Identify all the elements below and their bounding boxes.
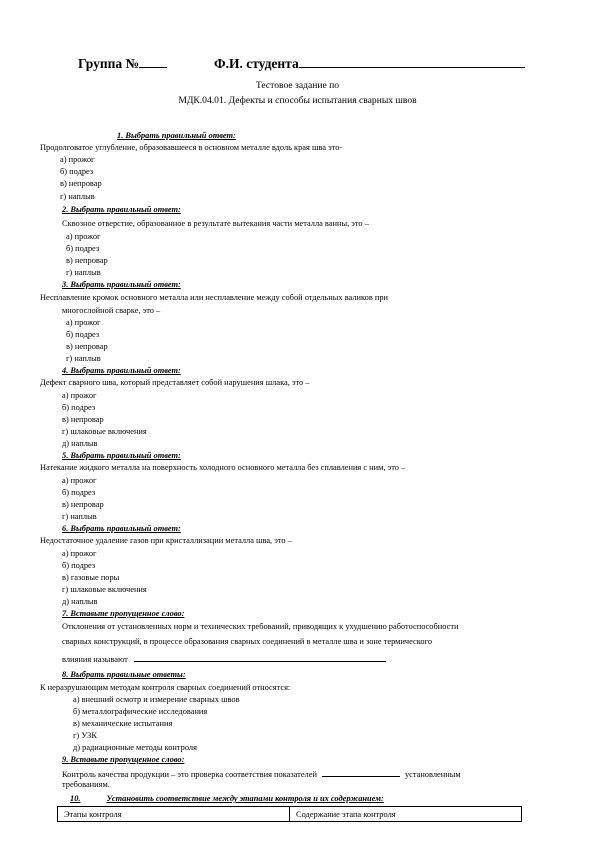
content-col-header: Содержание этапа контроля: [290, 807, 522, 822]
q7-line3: [62, 652, 386, 665]
table-row: [58, 807, 522, 822]
student-blank: [299, 56, 525, 68]
q3-text-line2: многослойной сварке, это –: [62, 306, 161, 315]
q6-option-e: д) наплыв: [62, 597, 98, 606]
q4-option-b: б) подрез: [62, 403, 96, 412]
q6-option-a: а) прожог: [62, 549, 97, 558]
q5-option-c: в) непровар: [62, 500, 104, 509]
q4-option-c: в) непровар: [62, 415, 104, 424]
group-blank: [139, 56, 167, 68]
q1-heading: 1. Выбрать правильный ответ:: [117, 131, 236, 140]
q8-text: К неразрушающим методам контроля сварных соединений относятся:: [40, 683, 291, 692]
q4-option-d: г) шлаковые включения: [62, 427, 147, 436]
q7-heading: 7. Вставьте пропущенное слово:: [62, 609, 185, 618]
q7-answer-blank: [134, 652, 386, 662]
q7-line3-text: влияния называют: [62, 655, 128, 664]
stages-col-header: Этапы контроля: [58, 807, 290, 822]
q4-option-a: а) прожог: [62, 391, 97, 400]
q2-heading: 2. Выбрать правильный ответ:: [62, 205, 181, 214]
q1-option-c: в) непровар: [60, 179, 102, 188]
q6-option-d: г) шлаковые включения: [62, 585, 147, 594]
q8-option-e: д) радиационные методы контроля: [73, 743, 197, 752]
q2-option-a: а) прожог: [66, 232, 101, 241]
q8-option-c: в) механические испытания: [73, 719, 173, 728]
student-label: [214, 56, 525, 72]
q1-option-d: г) наплыв: [60, 192, 95, 201]
q3-option-a: а) прожог: [66, 318, 101, 327]
q3-text-line1: Несплавление кромок основного металла или несплавление между собой отдельных валиков при: [40, 293, 389, 302]
title-line-1: Тестовое задание по: [255, 80, 340, 91]
q1-option-b: б) подрез: [60, 167, 94, 176]
q2-text: Сквозное отверстие, образованное в результате вытекания части металла ванны, это –: [62, 219, 369, 228]
q5-option-d: г) наплыв: [62, 512, 97, 521]
q10-heading: [70, 794, 384, 804]
q5-option-b: б) подрез: [62, 488, 96, 497]
q9-heading: 9. Вставьте пропущенное слово:: [62, 755, 185, 764]
q9-answer-blank: [322, 767, 400, 777]
q3-option-c: в) непровар: [66, 342, 108, 351]
q4-option-e: д) наплыв: [62, 439, 98, 448]
q8-heading: 8. Выбрать правильные ответы:: [62, 670, 186, 679]
stages-table: [57, 806, 522, 822]
q6-option-b: б) подрез: [62, 561, 96, 570]
q3-option-d: г) наплыв: [66, 354, 101, 363]
q2-option-b: б) подрез: [66, 244, 100, 253]
q10-heading-number: 10.: [70, 794, 81, 803]
q9-line1-text-a: Контроль качества продукции – это проверка соответствия показателей: [62, 770, 317, 779]
q2-option-d: г) наплыв: [66, 268, 101, 277]
q1-option-a: а) прожог: [60, 155, 95, 164]
q7-line2: сварных конструкций, в процессе образования сварных соединений в металле шва и зоне термического: [62, 637, 433, 646]
q6-option-c: в) газовые поры: [62, 573, 120, 582]
q7-line1: Отклонения от установленных норм и технических требований, приводящих к ухудшению работоспособности: [62, 622, 459, 631]
q9-line1-text-b: установленным: [404, 770, 461, 779]
group-label-text: Группа №: [78, 56, 140, 71]
q4-heading: 4. Выбрать правильный ответ:: [62, 366, 181, 375]
student-label-text: Ф.И. студента: [214, 56, 299, 71]
q4-text: Дефект сварного шва, который представляет собой нарушения шлака, это –: [40, 378, 310, 387]
title-line-2: МДК.04.01. Дефекты и способы испытания сварных швов: [178, 95, 417, 106]
q10-heading-text: Установить соответствие между этапами контроля и их содержанием:: [106, 794, 384, 803]
q8-option-b: б) металлографические исследования: [73, 707, 208, 716]
q5-text: Натекание жидкого металла на поверхность холодного основного металла без сплавления с ним, это –: [40, 463, 406, 472]
q5-heading: 5. Выбрать правильный ответ:: [62, 451, 181, 460]
q9-line2: требованиям.: [62, 780, 110, 789]
q1-text: Продолговатое углубление, образовавшееся в основном металле вдоль края шва это-: [40, 143, 343, 152]
q8-option-d: г) УЗК: [73, 731, 97, 740]
q9-line1: [62, 767, 461, 780]
q6-text: Недостаточное удаление газов при кристаллизации металла шва, это –: [40, 536, 292, 545]
q2-option-c: в) непровар: [66, 256, 108, 265]
q6-heading: 6. Выбрать правильный ответ:: [62, 524, 181, 533]
q8-option-a: а) внешний осмотр и измерение сварных швов: [73, 695, 240, 704]
q3-heading: 3. Выбрать правильный ответ:: [62, 280, 181, 289]
group-label: [78, 56, 167, 72]
q5-option-a: а) прожог: [62, 476, 97, 485]
q3-option-b: б) подрез: [66, 330, 100, 339]
